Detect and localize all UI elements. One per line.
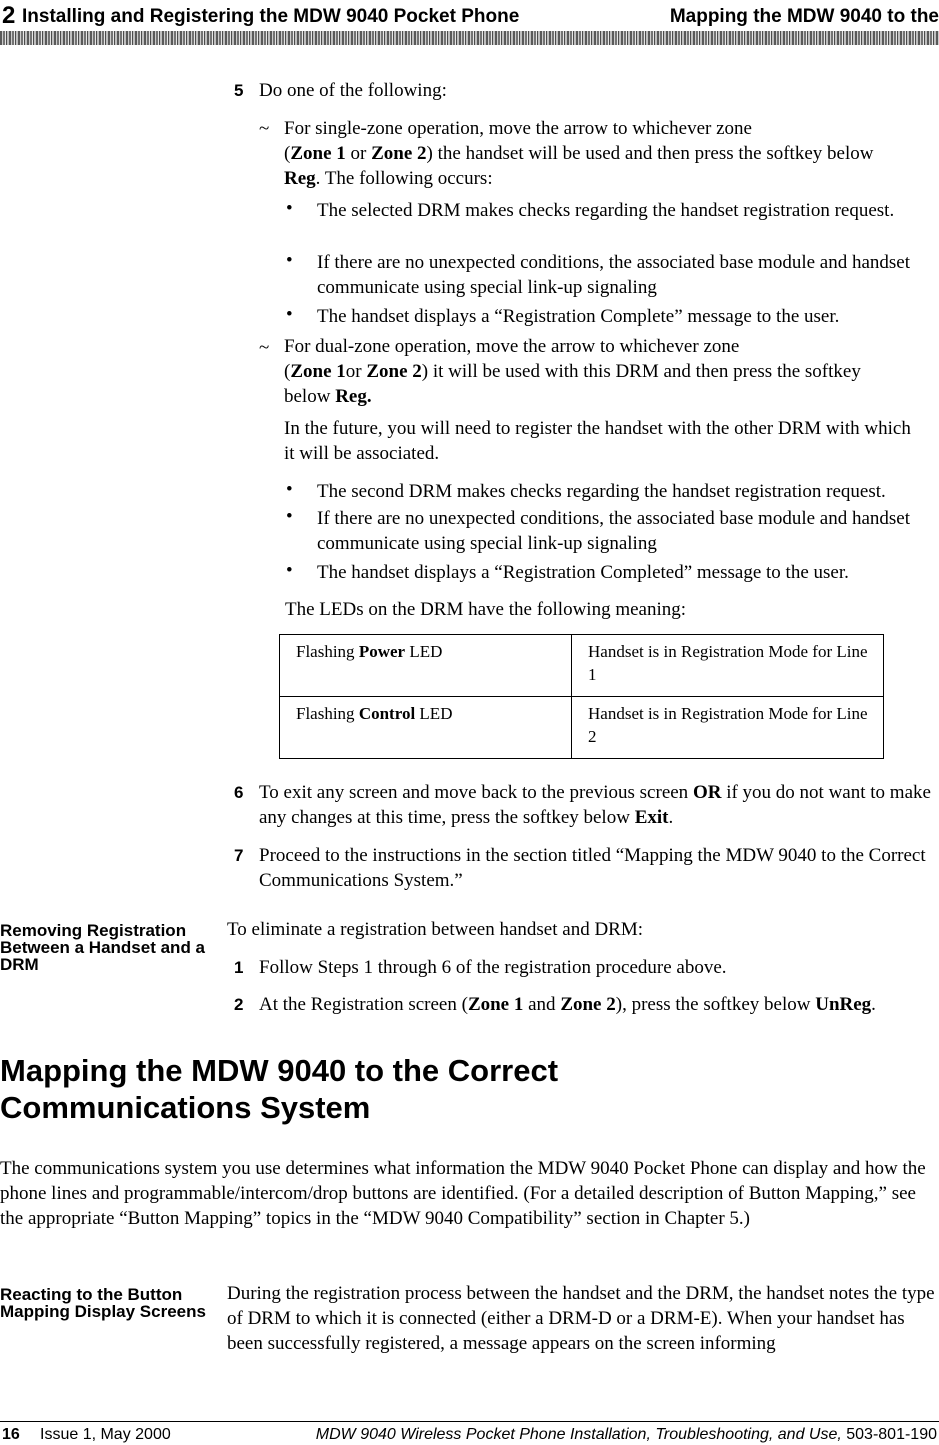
removing-intro: To eliminate a registration between handset and DRM: xyxy=(227,919,644,940)
dual-zone-line2: (Zone 1or Zone 2) it will be used with this DRM and then press the softkey xyxy=(284,361,861,382)
bullet-dot: • xyxy=(286,506,293,527)
zone-2-label: Zone 2 xyxy=(560,994,616,1015)
reacting-heading: Reacting to the Button Mapping Display Screens xyxy=(0,1285,206,1321)
dual-zone-bullet-1: The second DRM makes checks regarding the handset registration request. xyxy=(317,481,886,502)
page-header xyxy=(0,0,939,50)
step-6-number: 6 xyxy=(234,783,244,802)
bullet-dot: • xyxy=(286,198,293,219)
chapter-number: 2 xyxy=(2,2,16,29)
control-led-label: Control xyxy=(358,704,416,723)
zone-1-label: Zone 1 xyxy=(467,994,524,1015)
step-6-text: To exit any screen and move back to the previous screen OR if you do not want to make any changes at this time, press the softkey below Exit. xyxy=(259,782,931,828)
single-zone-marker: ~ xyxy=(259,118,270,139)
remove-step-2-text: At the Registration screen (Zone 1 and Zone 2), press the softkey below UnReg. xyxy=(259,994,876,1015)
single-zone-line2: (Zone 1 or Zone 2) the handset will be used and then press the softkey below xyxy=(284,143,874,164)
unreg-softkey-label: UnReg xyxy=(815,994,872,1015)
table-row xyxy=(280,697,884,759)
bullet-dot: • xyxy=(286,250,293,271)
remove-step-2-number: 2 xyxy=(234,995,244,1014)
header-chapter-title: Installing and Registering the MDW 9040 Pocket Phone xyxy=(22,6,520,27)
or-emphasis: OR xyxy=(692,782,722,803)
dual-zone-future-note: In the future, you will need to register the handset with the other DRM with which it will be associated. xyxy=(284,418,911,464)
reacting-paragraph: During the registration process between the handset and the DRM, the handset notes the type of DRM to which it is connected (either a DRM-D or a DRM-E). When your handset has been successfully registered, a message appears on the screen informing xyxy=(227,1283,935,1354)
led-meaning-cell: Handset is in Registration Mode for Line 1 xyxy=(572,635,884,697)
bullet-dot: • xyxy=(286,304,293,325)
step-5-intro: Do one of the following: xyxy=(259,80,447,101)
led-meaning-table xyxy=(279,634,884,759)
single-zone-line3: Reg. The following occurs: xyxy=(284,168,493,189)
dual-zone-bullet-2: If there are no unexpected conditions, the associated base module and handset communicate using special link-up signaling xyxy=(317,508,911,554)
zone-1-label: Zone 1 xyxy=(290,143,346,164)
section-intro-paragraph: The communications system you use determines what information the MDW 9040 Pocket Phone can display and how the phone lines and programmable/intercom/drop buttons are identified. (For a detailed description of Button Mapping,” see the appropriate “Button Mapping” topics in the “MDW 9040 Compatibility” section in Chapter 5.) xyxy=(0,1158,926,1229)
remove-step-1-number: 1 xyxy=(234,958,244,977)
dual-zone-line3: below Reg. xyxy=(284,386,372,407)
removing-registration-heading: Removing Registration Between a Handset and a DRM xyxy=(0,921,206,974)
bullet-dot: • xyxy=(286,560,293,581)
dual-zone-line1: For dual-zone operation, move the arrow to whichever zone xyxy=(284,336,740,357)
remove-step-1-text: Follow Steps 1 through 6 of the registration procedure above. xyxy=(259,957,727,978)
table-row xyxy=(280,635,884,697)
header-section-title: Mapping the MDW 9040 to the xyxy=(669,6,939,27)
document-title: MDW 9040 Wireless Pocket Phone Installation, Troubleshooting, and Use, 503-801-190 xyxy=(315,1426,937,1443)
page-number: 16 xyxy=(2,1426,20,1443)
step-7-text: Proceed to the instructions in the section titled “Mapping the MDW 9040 to the Correct Communications System.” xyxy=(259,845,926,891)
led-cell: Flashing Control LED xyxy=(280,697,572,759)
zone-2-label: Zone 2 xyxy=(371,143,427,164)
led-cell: Flashing Power LED xyxy=(280,635,572,697)
footer-rule xyxy=(0,1421,939,1422)
zone-2-label: Zone 2 xyxy=(366,361,422,382)
zone-1-label: Zone 1 xyxy=(290,361,346,382)
single-zone-bullet-2: If there are no unexpected conditions, the associated base module and handset communicate using special link-up signaling xyxy=(317,252,911,298)
reg-softkey-label: Reg xyxy=(284,168,316,189)
section-title: Mapping the MDW 9040 to the Correct Communications System xyxy=(0,1053,559,1125)
power-led-label: Power xyxy=(358,642,406,661)
single-zone-line1: For single-zone operation, move the arrow to whichever zone xyxy=(284,118,752,139)
single-zone-bullet-1: The selected DRM makes checks regarding the handset registration request. xyxy=(317,200,895,221)
single-zone-instruction xyxy=(284,116,934,191)
dual-zone-marker: ~ xyxy=(259,337,270,358)
exit-softkey-label: Exit xyxy=(634,807,669,828)
step-5-number: 5 xyxy=(234,81,244,100)
single-zone-bullet-3: The handset displays a “Registration Complete” message to the user. xyxy=(317,306,840,327)
led-meaning-cell: Handset is in Registration Mode for Line 2 xyxy=(572,697,884,759)
issue-date: Issue 1, May 2000 xyxy=(40,1426,171,1443)
dual-zone-bullet-3: The handset displays a “Registration Completed” message to the user. xyxy=(317,562,849,583)
step-7-number: 7 xyxy=(234,846,244,865)
dual-zone-instruction xyxy=(284,334,934,409)
reg-softkey-label: Reg. xyxy=(335,386,372,407)
header-decorative-band xyxy=(0,31,939,45)
bullet-dot: • xyxy=(286,479,293,500)
led-intro: The LEDs on the DRM have the following meaning: xyxy=(285,599,687,620)
